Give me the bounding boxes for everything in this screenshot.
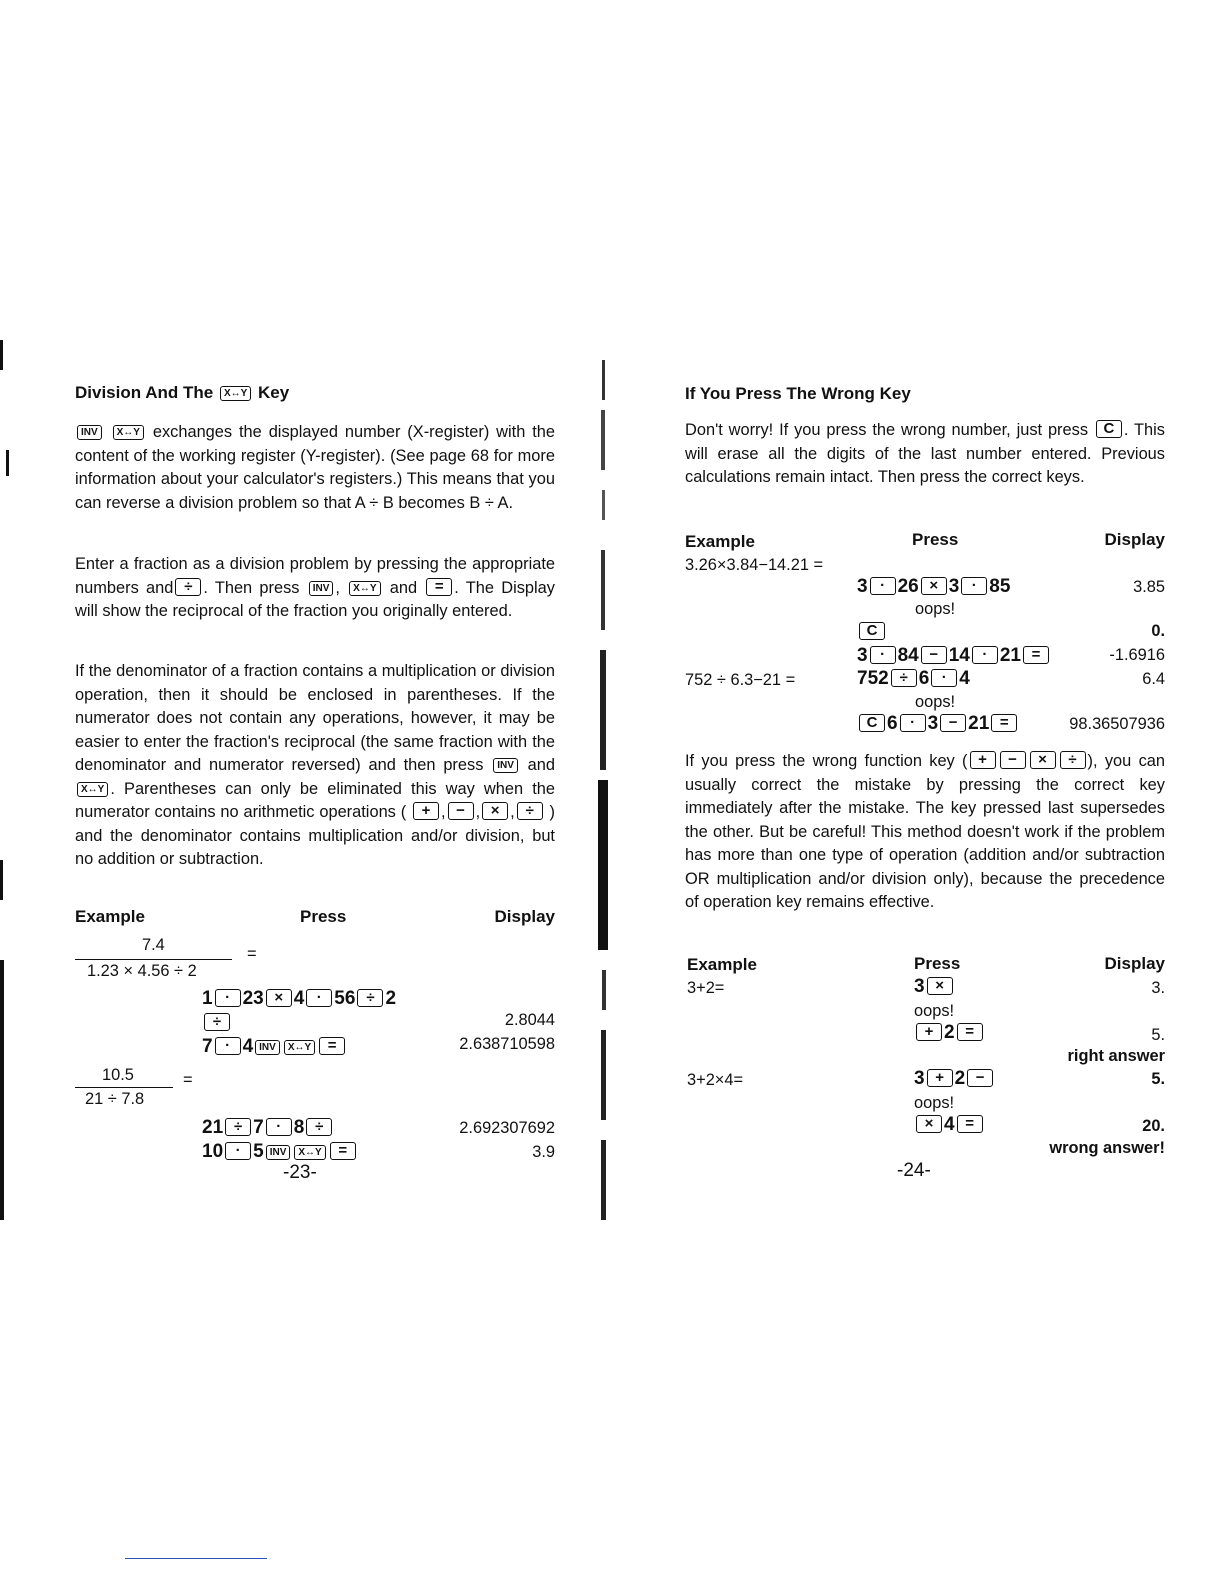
display-value: 98.36507936 (1069, 715, 1165, 733)
equals-key: = (319, 1037, 345, 1055)
display-value: 2.8044 (504, 1011, 555, 1029)
equals-key: = (957, 1023, 983, 1041)
display-value: 3. (1151, 979, 1165, 997)
column-header-example: Example (685, 532, 755, 551)
digit-text: 23 (242, 988, 264, 1009)
minus-key: − (940, 714, 966, 732)
paragraph-text: ) and the denominator contains multiplication and/or division, but no addition or subtraction. (75, 803, 555, 868)
minus-key: − (1000, 751, 1026, 769)
fraction-numerator: 7.4 (142, 936, 165, 954)
divide-key: ÷ (1060, 751, 1086, 769)
fraction-numerator: 10.5 (102, 1066, 134, 1084)
equals-key: = (957, 1115, 983, 1133)
oops-note: oops! (915, 600, 956, 618)
heading-text: Division And The (75, 383, 214, 402)
xy-exchange-key: X↔Y (294, 1145, 325, 1160)
key-sequence-row (857, 621, 887, 643)
key-sequence-row (202, 1141, 358, 1163)
paragraph-text: , (335, 578, 340, 597)
decimal-key: · (931, 669, 957, 687)
paragraph-text: If you press the wrong function key ( (685, 752, 968, 770)
paragraph-text: exchanges the displayed number (X-register) with the content of the working register (Y-register). (See page 68 for more information about your calculator's registers.) This means that you can reverse a division problem so that A ÷ B becomes B ÷ A. (75, 423, 555, 512)
digit-text: 4 (959, 668, 970, 689)
example-expression: 752 ÷ 6.3−21 = (685, 671, 796, 689)
key-sequence-row (202, 988, 396, 1010)
xy-exchange-key: X↔Y (113, 425, 144, 440)
display-value: 0. (1151, 622, 1165, 640)
equals-key: = (330, 1142, 356, 1160)
key-sequence-row (202, 1012, 232, 1034)
separator: , (510, 803, 515, 821)
digit-text: 6 (887, 713, 898, 734)
column-header-example: Example (75, 907, 145, 926)
oops-note: oops! (914, 1002, 955, 1020)
decimal-key: · (870, 577, 896, 595)
paragraph-exchange (75, 421, 555, 515)
fraction-equals: = (247, 945, 257, 963)
digit-text: 4 (242, 1036, 254, 1057)
paragraph-wrong-function (685, 750, 1165, 915)
digit-text: 6 (918, 668, 930, 689)
multiply-key: × (482, 802, 508, 820)
plus-key: + (927, 1069, 953, 1087)
decimal-key: · (225, 1142, 251, 1160)
digit-text: 3 (927, 713, 939, 734)
oops-note: oops! (915, 693, 956, 711)
display-value: 3.9 (532, 1143, 555, 1161)
fraction-bar (75, 1087, 173, 1088)
key-sequence-row (857, 576, 1010, 598)
display-value: 2.692307692 (459, 1119, 555, 1137)
answer-note: right answer (1067, 1047, 1165, 1065)
inv-key: INV (255, 1040, 280, 1055)
key-sequence-row (857, 668, 970, 690)
digit-text: 3 (914, 1068, 925, 1089)
decimal-key: · (972, 646, 998, 664)
divide-key: ÷ (891, 669, 917, 687)
column-header-press: Press (300, 907, 347, 926)
display-value: 2.638710598 (459, 1035, 555, 1053)
separator: , (441, 803, 446, 821)
decimal-key: · (215, 989, 241, 1007)
plus-key: + (413, 802, 439, 820)
digit-text: 3 (857, 645, 868, 666)
fraction-bar (75, 959, 232, 960)
example-expression: 3+2= (687, 979, 725, 997)
paragraph-fraction (75, 553, 555, 624)
digit-text: 84 (897, 645, 919, 666)
scan-edge-line (0, 960, 4, 1220)
heading-text: Key (258, 383, 290, 402)
multiply-key: × (921, 577, 947, 595)
scan-edge-mark (6, 450, 9, 476)
display-value: 5. (1151, 1070, 1165, 1088)
paragraph-wrong-number (685, 419, 1165, 490)
paragraph-text: . Parentheses can only be eliminated this way when the numerator contains no arithmetic operations ( (75, 779, 555, 821)
example-expression: 3.26×3.84−14.21 = (685, 556, 824, 574)
column-header-display: Display (1104, 954, 1165, 973)
digit-text: 21 (968, 713, 990, 734)
paragraph-text: ), you can usually correct the mistake by pressing the correct key immediately after the mistake. The key pressed last supersedes the other. But be careful! This method doesn't work if the problem has more than one type of operation (addition and/or subtraction OR multiplication and/or division only), because the precedence of operation key remains effective. (685, 752, 1165, 911)
divide-key: ÷ (204, 1013, 230, 1031)
paragraph-text: If the denominator of a fraction contains a multiplication or division operation, then it should be enclosed in parentheses. If the numerator does not contain any operations, however, it may be easier to enter the fraction's reciprocal (the same fraction with the denominator and numerator reversed) and then press (75, 662, 555, 774)
digit-text: 26 (897, 576, 919, 597)
decimal-key: · (306, 989, 332, 1007)
scan-edge-mark (0, 860, 3, 900)
inv-key: INV (266, 1145, 291, 1160)
digit-text: 14 (948, 645, 970, 666)
paragraph-text: . This will erase all the digits of the last number entered. Previous calculations remain intact. Then press the correct keys. (685, 421, 1165, 486)
xy-exchange-key: X↔Y (349, 581, 380, 596)
display-value: -1.6916 (1109, 646, 1165, 664)
equals-key: = (1023, 646, 1049, 664)
separator: , (475, 803, 481, 821)
key-sequence-row (857, 713, 1019, 735)
digit-text: 1 (202, 988, 213, 1009)
inv-key: INV (309, 581, 334, 596)
digit-text: 7 (202, 1036, 213, 1057)
digit-text: 2 (954, 1068, 966, 1089)
digit-text: 2 (385, 988, 397, 1009)
column-header-display: Display (1104, 530, 1165, 549)
equals-key: = (991, 714, 1017, 732)
digit-text: 5 (253, 1141, 264, 1162)
key-sequence-row (914, 1114, 985, 1136)
digit-text: 21 (202, 1117, 224, 1138)
minus-key: − (967, 1069, 993, 1087)
inv-key: INV (493, 758, 518, 773)
paragraph-text: and (389, 578, 418, 597)
display-value: 3.85 (1133, 578, 1165, 596)
digit-text: 3 (857, 576, 868, 597)
digit-text: 85 (989, 576, 1011, 597)
paragraph-text: . The Display will show the reciprocal of the fraction you originally entered. (75, 578, 555, 620)
page-number: -24- (897, 1160, 931, 1181)
key-sequence-row (857, 645, 1051, 667)
key-sequence-row (202, 1036, 347, 1058)
binding-gutter (590, 350, 620, 1230)
divide-key: ÷ (306, 1118, 332, 1136)
column-header-press: Press (914, 954, 961, 973)
minus-key: − (448, 802, 474, 820)
section-heading-division (75, 383, 289, 403)
xy-exchange-key: X↔Y (220, 386, 251, 401)
decimal-key: · (215, 1037, 241, 1055)
digit-text: 21 (999, 645, 1021, 666)
digit-text: 2 (944, 1022, 955, 1043)
multiply-key: × (266, 989, 292, 1007)
multiply-key: × (916, 1115, 942, 1133)
footer-rule (125, 1558, 267, 1559)
digit-text: 7 (253, 1117, 264, 1138)
multiply-key: × (927, 977, 953, 995)
clear-key: C (1096, 420, 1122, 438)
decimal-key: · (870, 646, 896, 664)
column-header-display: Display (494, 907, 555, 926)
key-sequence-row (914, 1068, 995, 1090)
fraction-equals: = (183, 1071, 193, 1089)
clear-key: C (859, 622, 885, 640)
plus-key: + (916, 1023, 942, 1041)
inv-key: INV (77, 425, 102, 440)
key-sequence-row (914, 976, 955, 998)
oops-note: oops! (914, 1094, 955, 1112)
decimal-key: · (266, 1118, 292, 1136)
key-sequence-row (202, 1117, 334, 1139)
divide-key: ÷ (225, 1118, 251, 1136)
page-number: -23- (283, 1162, 317, 1183)
display-value: 20. (1142, 1117, 1165, 1135)
divide-key: ÷ (517, 802, 543, 820)
digit-text: 4 (944, 1114, 955, 1135)
digit-text: 4 (293, 988, 305, 1009)
display-value: 6.4 (1142, 670, 1165, 688)
digit-text: 56 (334, 988, 356, 1009)
answer-note: wrong answer! (1049, 1139, 1165, 1157)
digit-text: 8 (293, 1117, 305, 1138)
digit-text: 3 (914, 976, 925, 997)
paragraph-text: and (527, 756, 555, 774)
xy-exchange-key: X↔Y (284, 1040, 315, 1055)
plus-key: + (970, 751, 996, 769)
digit-text: 3 (948, 576, 960, 597)
fraction-denominator: 1.23 × 4.56 ÷ 2 (87, 962, 197, 980)
clear-key: C (859, 714, 885, 732)
digit-text: 10 (202, 1141, 224, 1162)
paragraph-text: . Then press (203, 578, 300, 597)
xy-exchange-key: X↔Y (77, 782, 108, 797)
divide-key: ÷ (175, 578, 201, 596)
key-sequence-row (914, 1022, 985, 1044)
decimal-key: · (961, 577, 987, 595)
section-heading-wrong-key: If You Press The Wrong Key (685, 384, 911, 403)
multiply-key: × (1030, 751, 1056, 769)
paragraph-text: Don't worry! If you press the wrong number, just press (685, 421, 1089, 439)
digit-text: 752 (857, 668, 889, 689)
scan-edge-mark (0, 340, 3, 370)
column-header-press: Press (912, 530, 959, 549)
column-header-example: Example (687, 955, 757, 974)
decimal-key: · (900, 714, 926, 732)
equals-key: = (426, 578, 452, 596)
example-expression: 3+2×4= (687, 1071, 744, 1089)
paragraph-denominator (75, 660, 555, 872)
divide-key: ÷ (357, 989, 383, 1007)
minus-key: − (921, 646, 947, 664)
fraction-denominator: 21 ÷ 7.8 (85, 1090, 145, 1108)
display-value: 5. (1151, 1026, 1165, 1044)
paragraph-text: Enter a fraction as a division problem by pressing the appropriate numbers and (75, 555, 555, 597)
